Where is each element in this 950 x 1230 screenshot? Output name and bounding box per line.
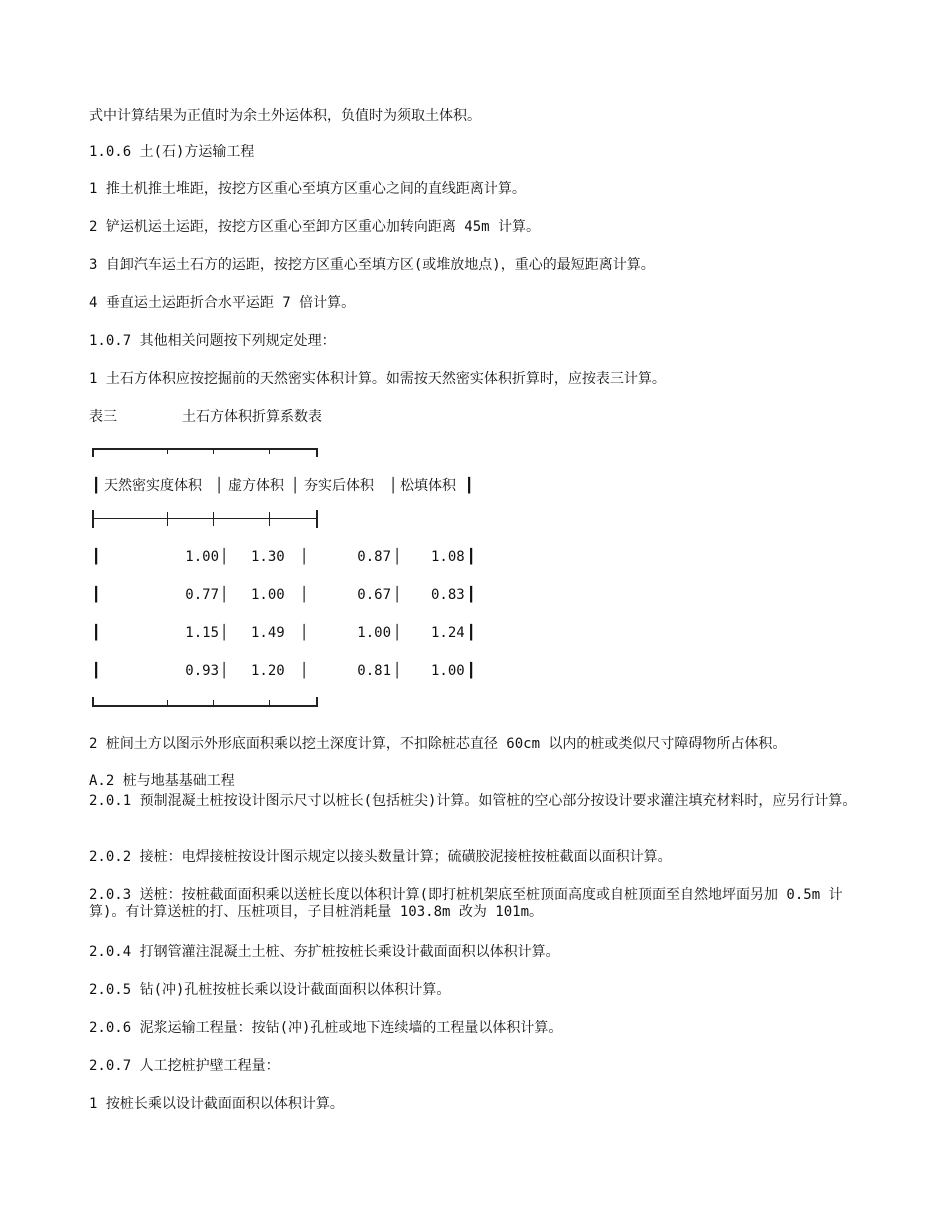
table-tick bbox=[213, 700, 214, 706]
table-row: ┃ 0.93 │ 1.20 │ 0.81 │ 1.00 ┃ bbox=[92, 663, 476, 679]
table-tick bbox=[92, 697, 94, 707]
paragraph: 1 推土机推土堆距，按挖方区重心至填方区重心之间的直线距离计算。 bbox=[89, 181, 526, 197]
table-cell: 1.00 bbox=[431, 663, 465, 679]
table-tick bbox=[213, 448, 214, 454]
table-cell: 0.87 bbox=[357, 549, 391, 565]
table-tick bbox=[213, 512, 214, 526]
paragraph: 2.0.6 泥浆运输工程量：按钻(冲)孔桩或地下连续墙的工程量以体积计算。 bbox=[89, 1020, 563, 1036]
paragraph: 2.0.1 预制混凝土桩按设计图示尺寸以桩长(包括桩尖)计算。如管桩的空心部分按设计要求灌注填充材料时，应另行计算。 bbox=[89, 793, 857, 809]
table-cell: 1.08 bbox=[431, 549, 465, 565]
table-header-cell: 天然密实度体积 bbox=[104, 478, 202, 494]
table-caption-label: 表三 bbox=[89, 409, 117, 425]
table-cell: 0.67 bbox=[357, 587, 391, 603]
table-tick bbox=[316, 697, 318, 707]
section-heading: 2.0.7 人工挖桩护壁工程量： bbox=[89, 1058, 280, 1074]
table-tick bbox=[269, 700, 270, 706]
paragraph: 2.0.3 送桩：按桩截面面积乘以送桩长度以体积计算(即打桩机架底至桩顶面高度或自桩顶面至自然地坪面另加 0.5m 计算)。有计算送桩的打、压桩项目，子目桩消耗量 103.8m 改为 101m。 bbox=[89, 887, 843, 920]
table-tick bbox=[92, 510, 94, 528]
table-header-cell: 虚方体积 bbox=[228, 478, 284, 494]
table-cell: 1.30 bbox=[251, 549, 285, 565]
table-cell: 0.77 bbox=[185, 587, 219, 603]
paragraph: 1 土石方体积应按挖掘前的天然密实体积计算。如需按天然密实体积折算时，应按表三计算。 bbox=[89, 371, 666, 387]
section-heading: 1.0.6 土(石)方运输工程 bbox=[89, 144, 255, 160]
table-middle-rule bbox=[92, 518, 318, 519]
paragraph: 1 按桩长乘以设计截面面积以体积计算。 bbox=[89, 1096, 344, 1112]
table-cell: 1.24 bbox=[431, 625, 465, 641]
table-cell: 1.00 bbox=[357, 625, 391, 641]
paragraph: 2 铲运机运土运距，按挖方区重心至卸方区重心加转向距离 45m 计算。 bbox=[89, 219, 540, 235]
table-tick bbox=[92, 448, 94, 457]
paragraph: 4 垂直运土运距折合水平运距 7 倍计算。 bbox=[89, 295, 356, 311]
table-cell: 0.83 bbox=[431, 587, 465, 603]
table-cell: 1.00 bbox=[185, 549, 219, 565]
table-cell: 1.00 bbox=[251, 587, 285, 603]
table-caption-title: 土石方体积折算系数表 bbox=[182, 409, 322, 425]
paragraph: 3 自卸汽车运土石方的运距，按挖方区重心至填方区(或堆放地点)，重心的最短距离计算。 bbox=[89, 257, 655, 273]
paragraph: 式中计算结果为正值时为余土外运体积，负值时为须取土体积。 bbox=[89, 108, 481, 124]
table-row: ┃ 1.15 │ 1.49 │ 1.00 │ 1.24 ┃ bbox=[92, 625, 476, 641]
table-tick bbox=[269, 512, 270, 526]
table-header-cell: 松填体积 bbox=[400, 478, 456, 494]
table-tick bbox=[167, 448, 168, 454]
table-tick bbox=[167, 512, 168, 526]
table-cell: 0.93 bbox=[185, 663, 219, 679]
table-row: ┃ 1.00 │ 1.30 │ 0.87 │ 1.08 ┃ bbox=[92, 549, 476, 565]
section-heading: A.2 桩与地基基础工程 bbox=[89, 773, 235, 789]
paragraph: 2.0.4 打钢管灌注混凝土土桩、夯扩桩按桩长乘设计截面面积以体积计算。 bbox=[89, 944, 560, 960]
table-cell: 1.20 bbox=[251, 663, 285, 679]
table-header-cell: 夯实后体积 bbox=[304, 478, 374, 494]
table-row: ┃ 0.77 │ 1.00 │ 0.67 │ 0.83 ┃ bbox=[92, 587, 476, 603]
table-tick bbox=[316, 510, 318, 528]
section-heading: 1.0.7 其他相关问题按下列规定处理： bbox=[89, 333, 336, 349]
table-header-row: ┃ 天然密实度体积 │ 虚方体积 │ 夯实后体积 │ 松填体积 ┃ bbox=[92, 478, 474, 494]
table-cell: 1.49 bbox=[251, 625, 285, 641]
table-tick bbox=[167, 700, 168, 706]
table-cell: 1.15 bbox=[185, 625, 219, 641]
paragraph: 2.0.2 接桩：电焊接桩按设计图示规定以接头数量计算；硫磺胶泥接桩按桩截面以面积计算。 bbox=[89, 849, 672, 865]
paragraph: 2 桩间土方以图示外形底面积乘以挖土深度计算，不扣除桩芯直径 60cm 以内的桩或类似尺寸障碍物所占体积。 bbox=[89, 736, 787, 752]
table-cell: 0.81 bbox=[357, 663, 391, 679]
table-bottom-rule bbox=[92, 705, 318, 707]
table-top-rule bbox=[92, 448, 318, 450]
table-tick bbox=[269, 448, 270, 454]
table-tick bbox=[316, 448, 318, 457]
paragraph: 2.0.5 钻(冲)孔桩按桩长乘以设计截面面积以体积计算。 bbox=[89, 982, 451, 998]
